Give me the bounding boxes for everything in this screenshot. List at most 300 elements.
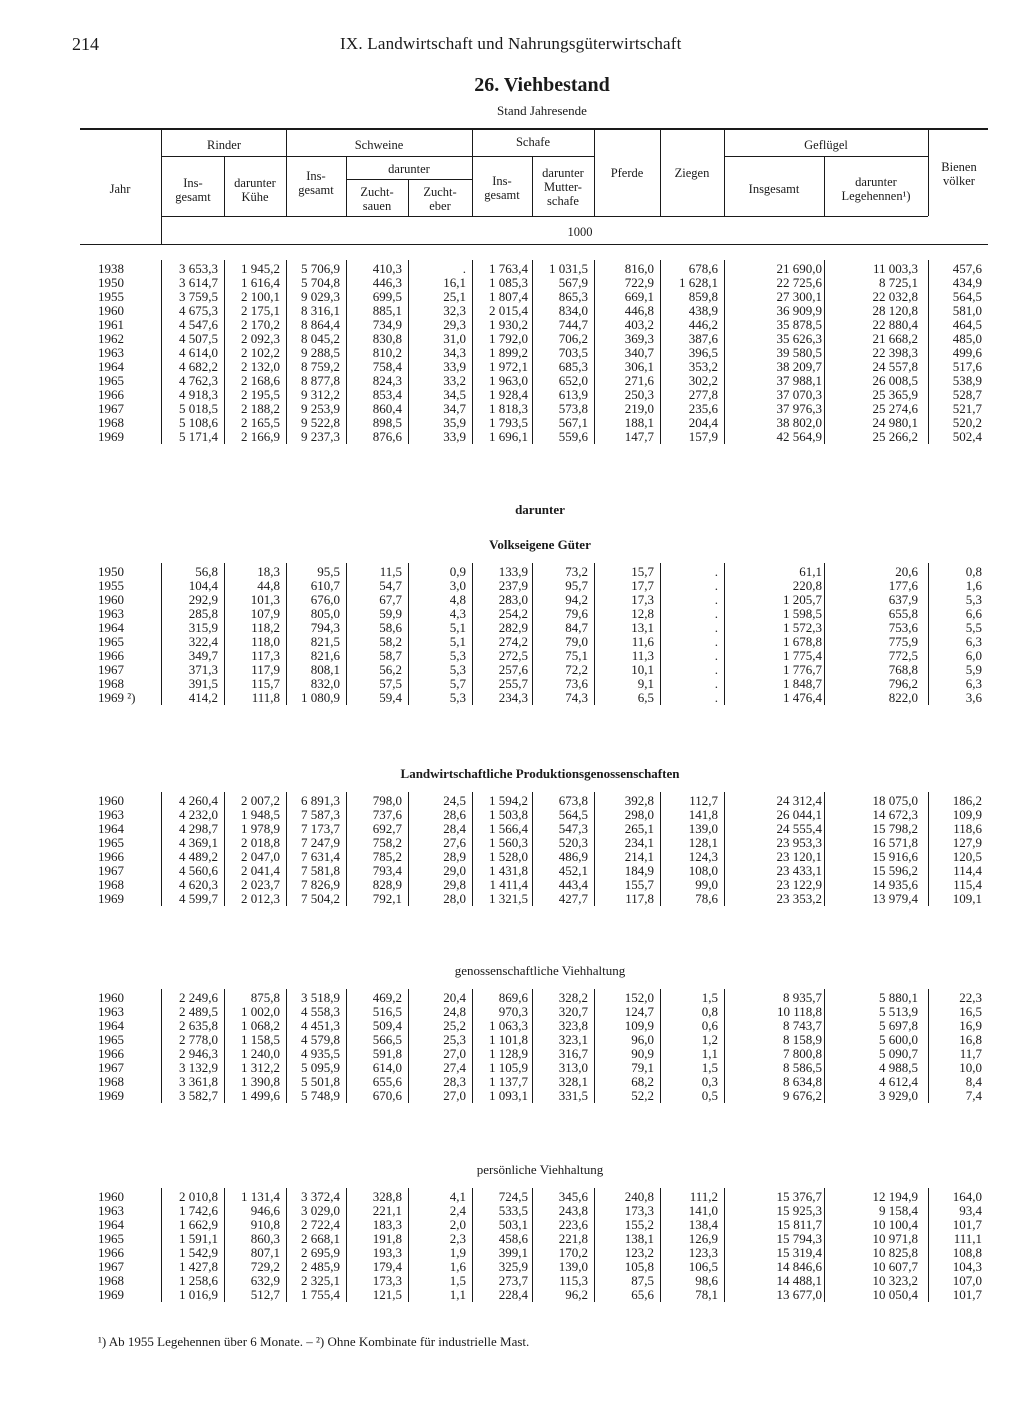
cell-legehennen: 15 798,2 [872, 821, 918, 836]
cell-zuchtsauen: 758,4 [372, 359, 402, 374]
cell-rinder-insgesamt: 3 653,3 [179, 261, 218, 276]
cell-zuchteber: 28,4 [443, 821, 466, 836]
cell-jahr: 1960 [98, 1189, 124, 1204]
cell-rinder-kuehe: 1 390,8 [241, 1074, 280, 1089]
cell-ziegen: 141,0 [688, 1203, 718, 1218]
cell-pferde: 369,3 [624, 331, 654, 346]
cell-rinder-insgesamt: 4 489,2 [179, 849, 218, 864]
column-rule [346, 792, 347, 906]
cell-ziegen: . [714, 634, 718, 649]
column-rule [346, 260, 347, 444]
header-mutterschafe: darunter Mutter- schafe [542, 166, 584, 208]
cell-zuchtsauen: 54,7 [379, 578, 402, 593]
cell-rinder-kuehe: 2 170,2 [241, 317, 280, 332]
cell-mutterschafe: 323,1 [558, 1032, 588, 1047]
cell-rinder-insgesamt: 5 018,5 [179, 401, 218, 416]
cell-zuchtsauen: 830,8 [372, 331, 402, 346]
cell-schweine-insgesamt: 808,1 [310, 662, 340, 677]
cell-jahr: 1968 [98, 1273, 124, 1288]
header-schweine: Schweine [354, 138, 404, 152]
column-rule [660, 563, 661, 705]
cell-ziegen: . [714, 564, 718, 579]
cell-rinder-insgesamt: 4 918,3 [179, 387, 218, 402]
cell-rinder-kuehe: 107,9 [250, 606, 280, 621]
cell-jahr: 1950 [98, 275, 124, 290]
cell-legehennen: 25 365,9 [872, 387, 918, 402]
cell-bienenvoelker: 564,5 [952, 289, 982, 304]
cell-mutterschafe: 547,3 [558, 821, 588, 836]
column-rule [724, 260, 725, 444]
cell-legehennen: 22 880,4 [872, 317, 918, 332]
header-legehennen: darunter Legehennen¹) [841, 175, 911, 203]
cell-zuchtsauen: 785,2 [372, 849, 402, 864]
cell-schafe-insgesamt: 1 101,8 [489, 1032, 528, 1047]
cell-mutterschafe: 72,2 [565, 662, 588, 677]
cell-rinder-kuehe: 946,6 [250, 1203, 280, 1218]
column-rule [472, 989, 473, 1103]
cell-mutterschafe: 74,3 [565, 690, 588, 705]
cell-schweine-insgesamt: 4 579,8 [301, 1032, 340, 1047]
vrule [224, 157, 225, 216]
cell-zuchteber: 5,3 [449, 648, 466, 663]
cell-gefluegel-insgesamt: 1 848,7 [783, 676, 822, 691]
cell-zuchtsauen: 792,1 [372, 891, 402, 906]
cell-rinder-kuehe: 101,3 [250, 592, 280, 607]
cell-schafe-insgesamt: 1 696,1 [489, 429, 528, 444]
cell-schweine-insgesamt: 5 748,9 [301, 1088, 340, 1103]
cell-rinder-kuehe: 807,1 [250, 1245, 280, 1260]
cell-ziegen: 302,2 [688, 373, 718, 388]
cell-bienenvoelker: 5,9 [965, 662, 982, 677]
table-row [0, 794, 1024, 808]
cell-rinder-kuehe: 44,8 [257, 578, 280, 593]
cell-zuchteber: 16,1 [443, 275, 466, 290]
cell-rinder-insgesamt: 1 016,9 [179, 1287, 218, 1302]
cell-pferde: 155,2 [624, 1217, 654, 1232]
cell-mutterschafe: 564,5 [558, 807, 588, 822]
cell-schweine-insgesamt: 9 253,9 [301, 401, 340, 416]
cell-rinder-kuehe: 1 240,0 [241, 1046, 280, 1061]
cell-gefluegel-insgesamt: 9 676,2 [783, 1088, 822, 1103]
cell-ziegen: 0,3 [701, 1074, 718, 1089]
cell-schweine-insgesamt: 7 247,9 [301, 835, 340, 850]
cell-bienenvoelker: 6,6 [965, 606, 982, 621]
column-rule [594, 260, 595, 444]
cell-zuchtsauen: 58,6 [379, 620, 402, 635]
cell-zuchteber: 29,8 [443, 877, 466, 892]
cell-bienenvoelker: 109,1 [952, 891, 982, 906]
cell-gefluegel-insgesamt: 36 909,9 [776, 303, 822, 318]
cell-zuchtsauen: 183,3 [372, 1217, 402, 1232]
cell-zuchtsauen: 860,4 [372, 401, 402, 416]
header-schafe-insgesamt: Ins- gesamt [484, 174, 520, 202]
table-row [0, 621, 1024, 635]
header-gefluegel: Geflügel [804, 138, 848, 152]
cell-schafe-insgesamt: 255,7 [498, 676, 528, 691]
cell-ziegen: 78,1 [695, 1287, 718, 1302]
cell-rinder-insgesamt: 3 582,7 [179, 1088, 218, 1103]
cell-zuchtsauen: 692,7 [372, 821, 402, 836]
cell-rinder-insgesamt: 3 132,9 [179, 1060, 218, 1075]
table-row [0, 1190, 1024, 1204]
cell-gefluegel-insgesamt: 14 846,6 [776, 1259, 822, 1274]
cell-schafe-insgesamt: 1 063,3 [489, 1018, 528, 1033]
cell-zuchtsauen: 193,3 [372, 1245, 402, 1260]
cell-pferde: 11,6 [631, 634, 654, 649]
cell-zuchtsauen: 516,5 [372, 1004, 402, 1019]
column-rule [408, 792, 409, 906]
cell-rinder-kuehe: 2 041,4 [241, 863, 280, 878]
cell-ziegen: 123,3 [688, 1245, 718, 1260]
cell-bienenvoelker: 120,5 [952, 849, 982, 864]
cell-ziegen: 99,0 [695, 877, 718, 892]
cell-rinder-insgesamt: 5 108,6 [179, 415, 218, 430]
cell-ziegen: 124,3 [688, 849, 718, 864]
cell-mutterschafe: 328,2 [558, 990, 588, 1005]
cell-pferde: 446,8 [624, 303, 654, 318]
table-title: 26. Viehbestand [474, 74, 610, 96]
cell-schafe-insgesamt: 257,6 [498, 662, 528, 677]
section-persoenliche [0, 1190, 1024, 1302]
cell-rinder-insgesamt: 2 010,8 [179, 1189, 218, 1204]
cell-schweine-insgesamt: 7 581,8 [301, 863, 340, 878]
column-rule [286, 1188, 287, 1302]
cell-legehennen: 772,5 [888, 648, 918, 663]
cell-bienenvoelker: 164,0 [952, 1189, 982, 1204]
cell-rinder-insgesamt: 3 614,7 [179, 275, 218, 290]
cell-ziegen: 157,9 [688, 429, 718, 444]
table-row [0, 1204, 1024, 1218]
cell-jahr: 1969 [98, 891, 124, 906]
cell-gefluegel-insgesamt: 1 572,3 [783, 620, 822, 635]
cell-ziegen: 0,6 [701, 1018, 718, 1033]
cell-zuchteber: 31,0 [443, 331, 466, 346]
cell-bienenvoelker: 114,4 [953, 863, 982, 878]
cell-mutterschafe: 243,8 [558, 1203, 588, 1218]
cell-mutterschafe: 331,5 [558, 1088, 588, 1103]
cell-rinder-kuehe: 1 616,4 [241, 275, 280, 290]
cell-schafe-insgesamt: 234,3 [498, 690, 528, 705]
cell-rinder-insgesamt: 1 662,9 [179, 1217, 218, 1232]
vrule [724, 130, 725, 216]
cell-rinder-kuehe: 2 092,3 [241, 331, 280, 346]
cell-schweine-insgesamt: 2 485,9 [301, 1259, 340, 1274]
cell-mutterschafe: 865,3 [558, 289, 588, 304]
cell-bienenvoelker: 457,6 [952, 261, 982, 276]
cell-rinder-insgesamt: 4 369,1 [179, 835, 218, 850]
cell-legehennen: 16 571,8 [872, 835, 918, 850]
cell-bienenvoelker: 10,0 [959, 1060, 982, 1075]
cell-rinder-insgesamt: 2 489,5 [179, 1004, 218, 1019]
table-row [0, 1005, 1024, 1019]
cell-schafe-insgesamt: 458,6 [498, 1231, 528, 1246]
cell-rinder-insgesamt: 4 547,6 [179, 317, 218, 332]
cell-zuchteber: 32,3 [443, 303, 466, 318]
cell-legehennen: 768,8 [888, 662, 918, 677]
table-row [0, 1274, 1024, 1288]
table-row [0, 332, 1024, 346]
column-rule [346, 563, 347, 705]
cell-bienenvoelker: 499,6 [952, 345, 982, 360]
cell-ziegen: . [714, 592, 718, 607]
cell-schweine-insgesamt: 821,6 [310, 648, 340, 663]
cell-gefluegel-insgesamt: 61,1 [799, 564, 822, 579]
cell-schafe-insgesamt: 1 793,5 [489, 415, 528, 430]
cell-ziegen: 859,8 [688, 289, 718, 304]
cell-zuchteber: 33,9 [443, 359, 466, 374]
cell-bienenvoelker: 16,8 [959, 1032, 982, 1047]
vrule [408, 180, 409, 216]
cell-jahr: 1968 [98, 1074, 124, 1089]
cell-jahr: 1968 [98, 877, 124, 892]
cell-bienenvoelker: 521,7 [952, 401, 982, 416]
cell-rinder-insgesamt: 4 560,6 [179, 863, 218, 878]
cell-pferde: 123,2 [624, 1245, 654, 1260]
cell-schafe-insgesamt: 1 818,3 [489, 401, 528, 416]
cell-zuchtsauen: 737,6 [372, 807, 402, 822]
table-subtitle: Stand Jahresende [497, 103, 587, 118]
cell-gefluegel-insgesamt: 26 044,1 [776, 807, 822, 822]
cell-rinder-insgesamt: 2 778,0 [179, 1032, 218, 1047]
cell-zuchtsauen: 614,0 [372, 1060, 402, 1075]
cell-jahr: 1963 [98, 1203, 124, 1218]
cell-gefluegel-insgesamt: 35 878,5 [776, 317, 822, 332]
cell-rinder-kuehe: 875,8 [250, 990, 280, 1005]
cell-mutterschafe: 834,0 [558, 303, 588, 318]
cell-rinder-kuehe: 2 175,1 [241, 303, 280, 318]
cell-schafe-insgesamt: 970,3 [498, 1004, 528, 1019]
cell-rinder-kuehe: 18,3 [257, 564, 280, 579]
cell-ziegen: 277,8 [688, 387, 718, 402]
cell-jahr: 1963 [98, 606, 124, 621]
cell-zuchteber: 4,3 [449, 606, 466, 621]
table-row [0, 1061, 1024, 1075]
column-rule [594, 563, 595, 705]
cell-pferde: 188,1 [624, 415, 654, 430]
cell-zuchtsauen: 56,2 [379, 662, 402, 677]
cell-ziegen: 396,5 [688, 345, 718, 360]
cell-rinder-kuehe: 1 068,2 [241, 1018, 280, 1033]
cell-ziegen: 1,5 [701, 1060, 718, 1075]
cell-schafe-insgesamt: 533,5 [498, 1203, 528, 1218]
cell-bienenvoelker: 1,6 [965, 578, 982, 593]
section-darunter-label: darunter [515, 502, 565, 517]
cell-gefluegel-insgesamt: 1 776,7 [783, 662, 822, 677]
cell-mutterschafe: 221,8 [558, 1231, 588, 1246]
cell-legehennen: 21 668,2 [872, 331, 918, 346]
cell-rinder-insgesamt: 2 249,6 [179, 990, 218, 1005]
cell-mutterschafe: 328,1 [558, 1074, 588, 1089]
cell-mutterschafe: 223,6 [558, 1217, 588, 1232]
cell-schweine-insgesamt: 8 316,1 [301, 303, 340, 318]
column-rule [224, 1188, 225, 1302]
column-rule [928, 563, 929, 705]
cell-pferde: 340,7 [624, 345, 654, 360]
cell-jahr: 1965 [98, 373, 124, 388]
cell-jahr: 1965 [98, 1032, 124, 1047]
cell-schweine-insgesamt: 95,5 [317, 564, 340, 579]
cell-zuchtsauen: 824,3 [372, 373, 402, 388]
cell-bienenvoelker: 101,7 [952, 1287, 982, 1302]
table-row [0, 1075, 1024, 1089]
rule-gefluegel [724, 156, 928, 157]
table-row [0, 360, 1024, 374]
table-row [0, 579, 1024, 593]
cell-gefluegel-insgesamt: 37 070,3 [776, 387, 822, 402]
cell-jahr: 1964 [98, 620, 124, 635]
cell-schweine-insgesamt: 4 935,5 [301, 1046, 340, 1061]
cell-schweine-insgesamt: 3 372,4 [301, 1189, 340, 1204]
cell-schafe-insgesamt: 1 963,0 [489, 373, 528, 388]
cell-mutterschafe: 567,1 [558, 415, 588, 430]
cell-legehennen: 10 607,7 [872, 1259, 918, 1274]
cell-gefluegel-insgesamt: 35 626,3 [776, 331, 822, 346]
table-row [0, 318, 1024, 332]
cell-rinder-insgesamt: 1 542,9 [179, 1245, 218, 1260]
cell-gefluegel-insgesamt: 39 580,5 [776, 345, 822, 360]
cell-legehennen: 22 032,8 [872, 289, 918, 304]
cell-schweine-insgesamt: 4 558,3 [301, 1004, 340, 1019]
column-rule [408, 260, 409, 444]
cell-rinder-insgesamt: 4 614,0 [179, 345, 218, 360]
table-row [0, 1232, 1024, 1246]
cell-rinder-insgesamt: 104,4 [188, 578, 218, 593]
cell-mutterschafe: 84,7 [565, 620, 588, 635]
cell-zuchtsauen: 853,4 [372, 387, 402, 402]
column-rule [724, 563, 725, 705]
cell-gefluegel-insgesamt: 23 122,9 [776, 877, 822, 892]
cell-ziegen: . [714, 648, 718, 663]
cell-zuchtsauen: 509,4 [372, 1018, 402, 1033]
cell-legehennen: 24 557,8 [872, 359, 918, 374]
cell-schafe-insgesamt: 1 807,4 [489, 289, 528, 304]
cell-schafe-insgesamt: 1 321,5 [489, 891, 528, 906]
table-row [0, 565, 1024, 579]
cell-gefluegel-insgesamt: 27 300,1 [776, 289, 822, 304]
cell-zuchtsauen: 898,5 [372, 415, 402, 430]
cell-schweine-insgesamt: 676,0 [310, 592, 340, 607]
cell-rinder-kuehe: 1 002,0 [241, 1004, 280, 1019]
cell-ziegen: . [714, 620, 718, 635]
cell-bienenvoelker: 3,6 [965, 690, 982, 705]
cell-rinder-insgesamt: 349,7 [188, 648, 218, 663]
cell-ziegen: 0,5 [701, 1088, 718, 1103]
rule-schafe [472, 156, 594, 157]
cell-rinder-insgesamt: 292,9 [188, 592, 218, 607]
cell-gefluegel-insgesamt: 8 586,5 [783, 1060, 822, 1075]
cell-mutterschafe: 95,7 [565, 578, 588, 593]
cell-schweine-insgesamt: 805,0 [310, 606, 340, 621]
cell-pferde: 722,9 [624, 275, 654, 290]
cell-pferde: 184,9 [624, 863, 654, 878]
cell-zuchtsauen: 798,0 [372, 793, 402, 808]
cell-mutterschafe: 1 031,5 [549, 261, 588, 276]
cell-zuchteber: 34,7 [443, 401, 466, 416]
cell-zuchtsauen: 58,7 [379, 648, 402, 663]
table-row [0, 304, 1024, 318]
vrule [928, 130, 929, 216]
cell-schafe-insgesamt: 1 928,4 [489, 387, 528, 402]
cell-schafe-insgesamt: 399,1 [498, 1245, 528, 1260]
cell-jahr: 1967 [98, 662, 124, 677]
cell-schweine-insgesamt: 8 877,8 [301, 373, 340, 388]
cell-mutterschafe: 73,6 [565, 676, 588, 691]
table-row [0, 593, 1024, 607]
cell-schweine-insgesamt: 7 587,3 [301, 807, 340, 822]
cell-schafe-insgesamt: 1 930,2 [489, 317, 528, 332]
cell-gefluegel-insgesamt: 14 488,1 [776, 1273, 822, 1288]
cell-pferde: 306,1 [624, 359, 654, 374]
cell-rinder-kuehe: 910,8 [250, 1217, 280, 1232]
cell-mutterschafe: 443,4 [558, 877, 588, 892]
cell-bienenvoelker: 109,9 [952, 807, 982, 822]
cell-gefluegel-insgesamt: 23 120,1 [776, 849, 822, 864]
column-rule [824, 989, 825, 1103]
cell-zuchteber: 1,5 [449, 1273, 466, 1288]
column-rule [594, 1188, 595, 1302]
cell-rinder-insgesamt: 285,8 [188, 606, 218, 621]
section-title-genossenschaftliche: genossenschaftliche Viehhaltung [454, 963, 626, 978]
column-rule [161, 792, 162, 906]
cell-bienenvoelker: 118,6 [953, 821, 982, 836]
cell-rinder-kuehe: 115,7 [251, 676, 280, 691]
cell-legehennen: 10 971,8 [872, 1231, 918, 1246]
cell-gefluegel-insgesamt: 13 677,0 [776, 1287, 822, 1302]
column-rule [532, 1188, 533, 1302]
cell-bienenvoelker: 16,9 [959, 1018, 982, 1033]
cell-schweine-insgesamt: 3 518,9 [301, 990, 340, 1005]
column-rule [408, 1188, 409, 1302]
cell-zuchtsauen: 121,5 [372, 1287, 402, 1302]
table-row [0, 991, 1024, 1005]
cell-legehennen: 5 513,9 [879, 1004, 918, 1019]
cell-zuchtsauen: 59,9 [379, 606, 402, 621]
cell-ziegen: . [714, 578, 718, 593]
cell-zuchteber: 4,1 [449, 1189, 466, 1204]
cell-rinder-insgesamt: 4 298,7 [179, 821, 218, 836]
cell-gefluegel-insgesamt: 15 811,7 [776, 1217, 822, 1232]
cell-gefluegel-insgesamt: 1 476,4 [783, 690, 822, 705]
cell-zuchteber: 33,9 [443, 429, 466, 444]
column-rule [161, 260, 162, 444]
cell-zuchteber: 27,0 [443, 1088, 466, 1103]
cell-rinder-kuehe: 2 047,0 [241, 849, 280, 864]
cell-zuchteber: 1,9 [449, 1245, 466, 1260]
cell-ziegen: 98,6 [695, 1273, 718, 1288]
cell-mutterschafe: 115,3 [559, 1273, 588, 1288]
cell-zuchteber: 2,0 [449, 1217, 466, 1232]
cell-schweine-insgesamt: 8 045,2 [301, 331, 340, 346]
rule-schweine-darunter [346, 179, 472, 180]
cell-ziegen: . [714, 676, 718, 691]
column-rule [660, 260, 661, 444]
column-rule [660, 989, 661, 1103]
cell-zuchteber: 29,3 [443, 317, 466, 332]
table-row [0, 374, 1024, 388]
cell-gefluegel-insgesamt: 1 678,8 [783, 634, 822, 649]
cell-jahr: 1960 [98, 990, 124, 1005]
cell-rinder-insgesamt: 1 258,6 [179, 1273, 218, 1288]
cell-jahr: 1969 ²) [98, 690, 136, 705]
cell-rinder-kuehe: 1 312,2 [241, 1060, 280, 1075]
cell-schafe-insgesamt: 2 015,4 [489, 303, 528, 318]
cell-schweine-insgesamt: 1 755,4 [301, 1287, 340, 1302]
cell-pferde: 65,6 [631, 1287, 654, 1302]
cell-rinder-kuehe: 2 007,2 [241, 793, 280, 808]
cell-legehennen: 3 929,0 [879, 1088, 918, 1103]
header-zuchteber: Zucht- eber [423, 185, 457, 213]
cell-ziegen: 1,1 [701, 1046, 718, 1061]
